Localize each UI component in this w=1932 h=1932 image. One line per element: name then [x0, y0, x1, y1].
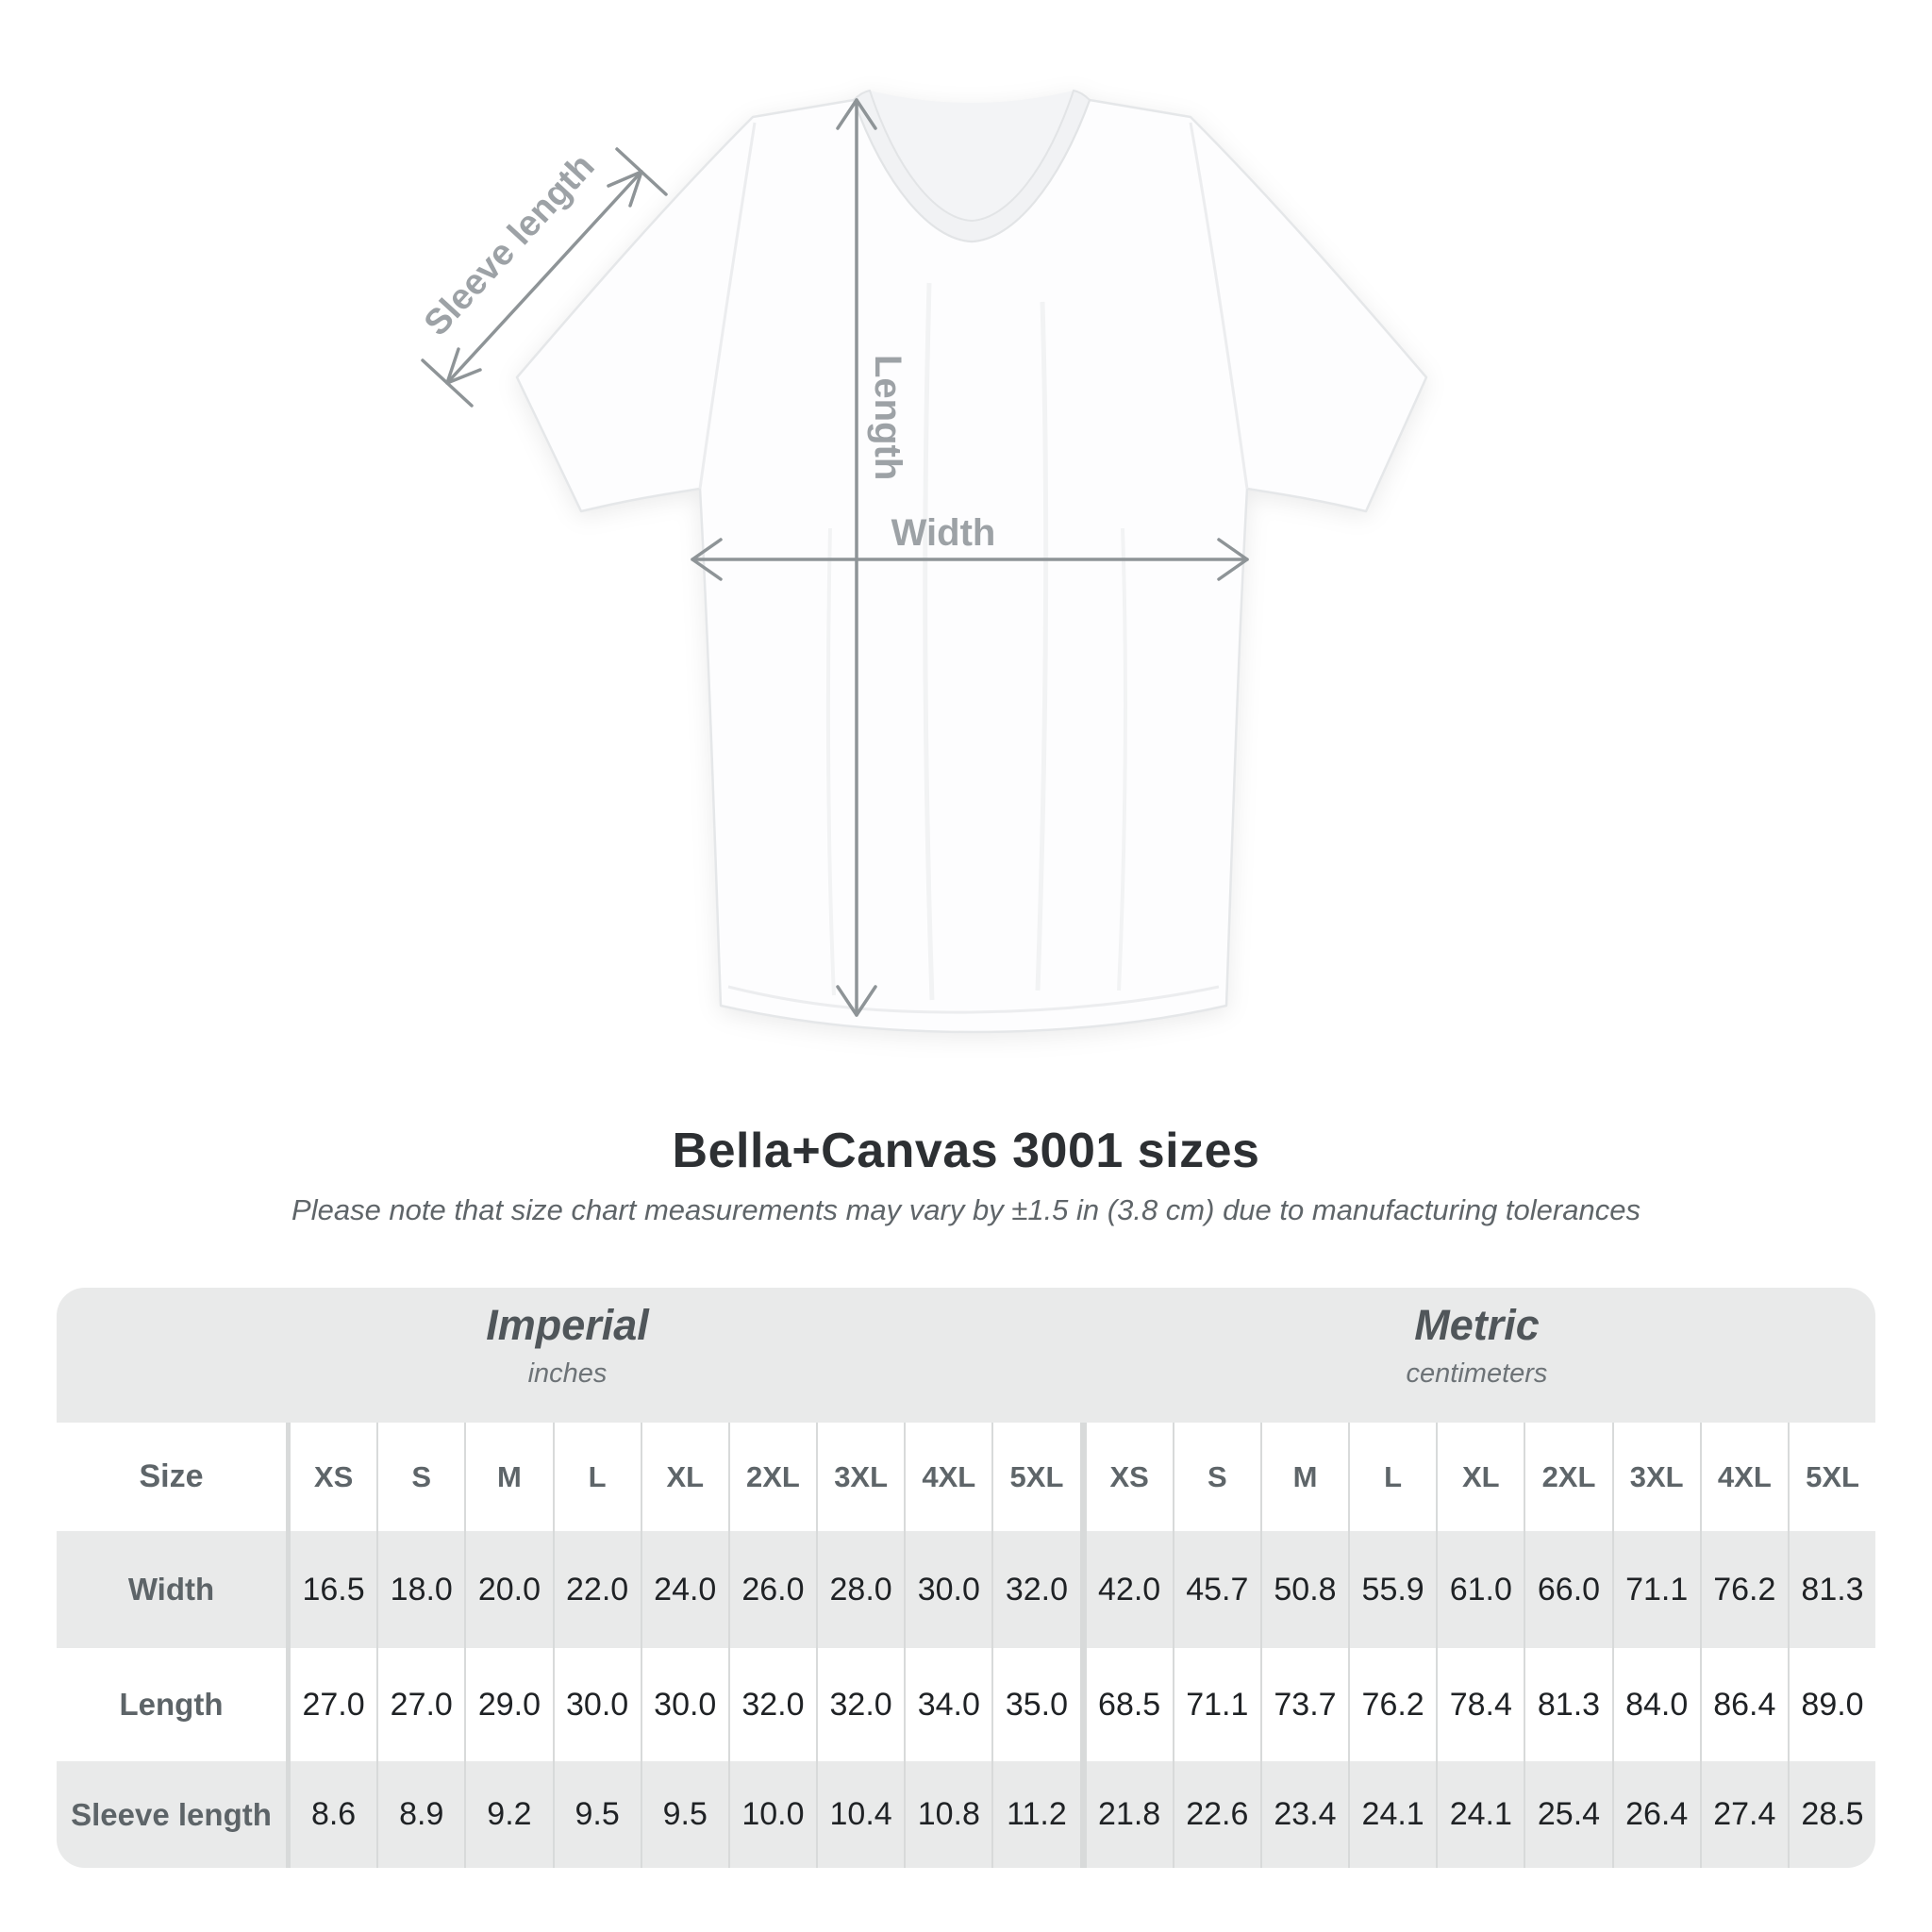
size-header-cell: S — [1174, 1423, 1262, 1531]
measurement-cell: 55.9 — [1350, 1531, 1438, 1648]
measurement-cell: 73.7 — [1262, 1648, 1350, 1761]
measurement-cell: 78.4 — [1438, 1648, 1525, 1761]
measurement-cell: 28.0 — [818, 1531, 906, 1648]
size-header-cell: 5XL — [993, 1423, 1086, 1531]
measurement-cell: 29.0 — [466, 1648, 554, 1761]
measurement-cell: 32.0 — [818, 1648, 906, 1761]
table-row-width — [57, 1531, 1875, 1648]
measurement-cell: 30.0 — [642, 1648, 730, 1761]
imperial-header — [57, 1288, 1078, 1423]
measurement-cell: 18.0 — [378, 1531, 466, 1648]
measurement-cell: 20.0 — [466, 1531, 554, 1648]
measurement-cell: 26.0 — [730, 1531, 818, 1648]
size-header-cell: 2XL — [1525, 1423, 1613, 1531]
measurement-cell: 45.7 — [1174, 1531, 1262, 1648]
measurement-cell: 10.4 — [818, 1761, 906, 1868]
measurement-cell: 24.1 — [1438, 1761, 1525, 1868]
metric-header — [1078, 1288, 1875, 1423]
size-column-header: Size — [57, 1423, 291, 1531]
size-header-cell: 2XL — [730, 1423, 818, 1531]
measurement-cell: 66.0 — [1525, 1531, 1613, 1648]
length-label: Length — [867, 355, 908, 481]
row-label: Width — [57, 1531, 291, 1648]
measurement-cell: 32.0 — [730, 1648, 818, 1761]
size-header-cell: L — [555, 1423, 642, 1531]
size-header-cell: 4XL — [906, 1423, 993, 1531]
size-header-cell: L — [1350, 1423, 1438, 1531]
size-header-cell: XL — [1438, 1423, 1525, 1531]
measurement-cell: 22.0 — [555, 1531, 642, 1648]
size-header-cell: XS — [291, 1423, 378, 1531]
size-table — [57, 1288, 1875, 1868]
size-header-cell: S — [378, 1423, 466, 1531]
table-row-sleeve-length — [57, 1761, 1875, 1868]
page-title: Bella+Canvas 3001 sizes — [672, 1124, 1260, 1178]
measurement-cell: 10.8 — [906, 1761, 993, 1868]
measurement-cell: 27.4 — [1702, 1761, 1790, 1868]
measurement-cell: 81.3 — [1525, 1648, 1613, 1761]
measurement-cell: 32.0 — [993, 1531, 1086, 1648]
measurement-cell: 28.5 — [1801, 1796, 1864, 1832]
measurement-cell: 76.2 — [1350, 1648, 1438, 1761]
size-header-cell: M — [466, 1423, 554, 1531]
row-label: Length — [57, 1648, 291, 1761]
size-header-cell: 4XL — [1702, 1423, 1790, 1531]
size-header-row — [57, 1423, 1875, 1531]
imperial-unit: inches — [527, 1357, 608, 1389]
measurement-cell: 34.0 — [906, 1648, 993, 1761]
measurement-cell: 84.0 — [1614, 1648, 1702, 1761]
sleeve-length-label: Sleeve length — [416, 146, 603, 344]
measurement-cell: 27.0 — [378, 1648, 466, 1761]
unit-band — [57, 1288, 1875, 1423]
measurement-cell: 8.6 — [291, 1761, 378, 1868]
measurement-cell: 23.4 — [1262, 1761, 1350, 1868]
measurement-cell: 61.0 — [1438, 1531, 1525, 1648]
measurement-cell: 26.4 — [1614, 1761, 1702, 1868]
measurement-cell: 71.1 — [1174, 1648, 1262, 1761]
metric-name: Metric — [1414, 1301, 1540, 1349]
measurement-cell: 42.0 — [1087, 1531, 1174, 1648]
size-header-cell: 3XL — [818, 1423, 906, 1531]
measurement-cell: 16.5 — [291, 1531, 378, 1648]
measurement-cell: 9.5 — [555, 1761, 642, 1868]
measurement-cell: 27.0 — [291, 1648, 378, 1761]
size-header-cell: XL — [642, 1423, 730, 1531]
measurement-cell: 8.9 — [378, 1761, 466, 1868]
measurement-cell: 68.5 — [1087, 1648, 1174, 1761]
measurement-cell: 30.0 — [906, 1531, 993, 1648]
measurement-cell: 71.1 — [1614, 1531, 1702, 1648]
measurement-cell: 89.0 — [1801, 1686, 1864, 1723]
imperial-name: Imperial — [486, 1301, 649, 1349]
size-header-cell: XS — [1087, 1423, 1174, 1531]
measurement-cell: 30.0 — [555, 1648, 642, 1761]
measurement-cell: 25.4 — [1525, 1761, 1613, 1868]
measurement-cell: 10.0 — [730, 1761, 818, 1868]
size-header-cell: 5XL — [1806, 1459, 1859, 1493]
tolerance-note: Please note that size chart measurements may vary by ±1.5 in (3.8 cm) due to manufacturing tolerances — [291, 1193, 1641, 1226]
measurement-cell: 86.4 — [1702, 1648, 1790, 1761]
measurement-cell: 22.6 — [1174, 1761, 1262, 1868]
width-label: Width — [891, 512, 996, 554]
measurement-cell: 21.8 — [1087, 1761, 1174, 1868]
measurement-cell: 81.3 — [1801, 1571, 1864, 1607]
measurement-cell: 24.0 — [642, 1531, 730, 1648]
measurement-cell: 35.0 — [993, 1648, 1086, 1761]
size-header-cell: M — [1262, 1423, 1350, 1531]
row-label: Sleeve length — [57, 1761, 291, 1868]
measurement-cell: 76.2 — [1702, 1531, 1790, 1648]
measurement-cell: 11.2 — [993, 1761, 1086, 1868]
metric-unit: centimeters — [1406, 1357, 1548, 1389]
measurement-cell: 9.5 — [642, 1761, 730, 1868]
table-row-length — [57, 1648, 1875, 1761]
measurement-cell: 9.2 — [466, 1761, 554, 1868]
size-header-cell: 3XL — [1614, 1423, 1702, 1531]
measurement-cell: 50.8 — [1262, 1531, 1350, 1648]
tshirt-illustration — [517, 91, 1426, 1032]
measurement-cell: 24.1 — [1350, 1761, 1438, 1868]
